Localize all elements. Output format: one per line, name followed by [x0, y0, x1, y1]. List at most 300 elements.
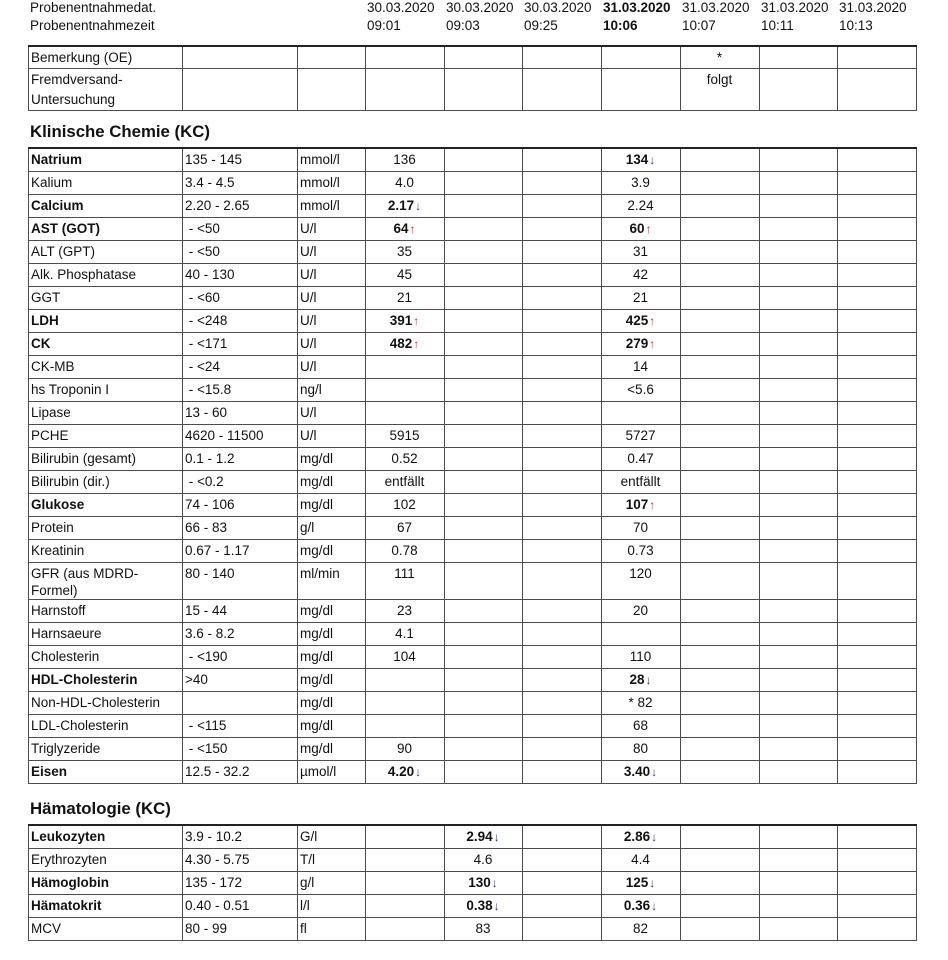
- lab-row: [29, 760, 917, 783]
- result-cell: [602, 848, 681, 871]
- result-cell: [760, 760, 838, 783]
- reference-range: - <24: [183, 355, 298, 378]
- test-name: ALT (GPT): [29, 240, 183, 263]
- test-name: Lipase: [29, 401, 183, 424]
- result-cell: [366, 240, 445, 263]
- test-name: Non-HDL-Cholesterin: [29, 691, 183, 714]
- result-cell: [681, 691, 760, 714]
- result-cell: [760, 309, 838, 332]
- unit: ng/l: [298, 378, 366, 401]
- result-cell: [838, 355, 917, 378]
- result-value: 482: [389, 335, 413, 351]
- result-cell: [838, 848, 917, 871]
- result-cell: [523, 194, 602, 217]
- result-cell: [838, 714, 917, 737]
- test-name: Triglyzeride: [29, 737, 183, 760]
- result-cell: [602, 194, 681, 217]
- remark-label: Fremdversand-Untersuchung: [29, 69, 183, 111]
- reference-range: 80 - 99: [183, 917, 298, 940]
- result-value: 0.38: [466, 897, 493, 913]
- result-value: 279: [625, 335, 649, 351]
- result-cell: [760, 493, 838, 516]
- result-value: 120: [629, 565, 652, 581]
- result-cell: [760, 194, 838, 217]
- result-cell: [838, 871, 917, 894]
- reference-range: - <50: [183, 240, 298, 263]
- table-body: [29, 825, 917, 940]
- result-value: 125: [625, 874, 649, 890]
- result-value: entfällt: [620, 473, 661, 489]
- result-value: 67: [396, 519, 413, 535]
- reference-range: 4.30 - 5.75: [183, 848, 298, 871]
- result-cell: [366, 69, 445, 111]
- result-cell: [760, 447, 838, 470]
- unit: ml/min: [298, 562, 366, 599]
- result-cell: [681, 760, 760, 783]
- result-cell: [681, 69, 760, 111]
- result-cell: [681, 668, 760, 691]
- result-cell: [838, 917, 917, 940]
- reference-range: - <115: [183, 714, 298, 737]
- arrow-down-icon: ↓: [651, 764, 658, 779]
- result-value: 31: [632, 243, 649, 259]
- table-body: [29, 148, 917, 783]
- reference-range: - <0.2: [183, 470, 298, 493]
- sample-date: 30.03.2020: [367, 0, 435, 15]
- result-cell: [602, 424, 681, 447]
- result-cell: [602, 760, 681, 783]
- result-cell: [366, 355, 445, 378]
- reference-range: - <15.8: [183, 378, 298, 401]
- result-cell: [838, 171, 917, 194]
- result-cell: [681, 148, 760, 171]
- result-cell: [681, 263, 760, 286]
- test-name: Eisen: [29, 760, 183, 783]
- result-cell: [523, 668, 602, 691]
- result-cell: [602, 46, 681, 69]
- sample-date: 31.03.2020: [761, 0, 829, 15]
- hematology-section-title: Hämatologie (KC): [30, 799, 171, 818]
- unit: mg/dl: [298, 599, 366, 622]
- arrow-up-icon: ↑: [645, 221, 652, 236]
- result-value: 64: [393, 220, 409, 236]
- result-cell: [838, 46, 917, 69]
- sample-date: 31.03.2020: [682, 0, 750, 15]
- result-cell: [838, 263, 917, 286]
- lab-row: [29, 917, 917, 940]
- result-value: 3.9: [631, 174, 650, 190]
- test-name: Cholesterin: [29, 645, 183, 668]
- result-value: <5.6: [627, 381, 654, 397]
- reference-range: 66 - 83: [183, 516, 298, 539]
- result-cell: [760, 737, 838, 760]
- result-cell: [838, 599, 917, 622]
- result-cell: [838, 148, 917, 171]
- result-cell: [523, 516, 602, 539]
- result-cell: [445, 493, 523, 516]
- result-cell: [366, 645, 445, 668]
- result-value: 80: [632, 740, 649, 756]
- result-cell: [366, 622, 445, 645]
- result-value: 136: [393, 152, 416, 167]
- result-cell: [602, 539, 681, 562]
- test-name: Kreatinin: [29, 539, 183, 562]
- result-cell: [523, 825, 602, 848]
- lab-row: [29, 378, 917, 401]
- lab-row: [29, 447, 917, 470]
- result-cell: [523, 894, 602, 917]
- test-name: PCHE: [29, 424, 183, 447]
- result-cell: [523, 871, 602, 894]
- result-cell: [681, 894, 760, 917]
- result-cell: [445, 599, 523, 622]
- test-name: LDH: [29, 309, 183, 332]
- test-name: Hämatokrit: [29, 894, 183, 917]
- remark-value: folgt: [706, 72, 733, 87]
- result-cell: [445, 562, 523, 599]
- sample-date: 31.03.2020: [603, 0, 671, 15]
- unit: mmol/l: [298, 148, 366, 171]
- result-cell: [523, 217, 602, 240]
- test-name: Natrium: [29, 148, 183, 171]
- result-cell: [445, 378, 523, 401]
- arrow-down-icon: ↓: [651, 830, 658, 844]
- result-cell: [838, 622, 917, 645]
- result-cell: [681, 46, 760, 69]
- result-cell: [602, 217, 681, 240]
- result-cell: [760, 424, 838, 447]
- result-cell: [445, 286, 523, 309]
- result-cell: [838, 645, 917, 668]
- test-name: Bilirubin (dir.): [29, 470, 183, 493]
- result-cell: [838, 217, 917, 240]
- result-cell: [523, 714, 602, 737]
- result-cell: [366, 447, 445, 470]
- result-value: 20: [632, 602, 649, 618]
- result-cell: [760, 645, 838, 668]
- reference-range: - <190: [183, 645, 298, 668]
- lab-row: [29, 516, 917, 539]
- result-cell: [523, 447, 602, 470]
- chemistry-table: [28, 147, 917, 784]
- unit: U/l: [298, 332, 366, 355]
- sample-date: 30.03.2020: [524, 0, 592, 15]
- lab-row: [29, 263, 917, 286]
- result-cell: [366, 378, 445, 401]
- result-cell: [681, 562, 760, 599]
- lab-row: [29, 217, 917, 240]
- result-cell: [366, 714, 445, 737]
- result-cell: [760, 691, 838, 714]
- unit: mg/dl: [298, 714, 366, 737]
- lab-row: [29, 737, 917, 760]
- result-cell: [681, 737, 760, 760]
- result-cell: [602, 69, 681, 111]
- result-cell: [366, 599, 445, 622]
- arrow-down-icon: ↓: [415, 764, 422, 779]
- result-cell: [523, 355, 602, 378]
- result-cell: [445, 401, 523, 424]
- result-cell: [760, 46, 838, 69]
- result-cell: [523, 645, 602, 668]
- unit: mmol/l: [298, 194, 366, 217]
- result-cell: [366, 217, 445, 240]
- result-cell: [366, 332, 445, 355]
- result-cell: [445, 148, 523, 171]
- result-cell: [838, 825, 917, 848]
- sample-time: 10:06: [603, 18, 638, 33]
- result-value: 3.40: [623, 763, 651, 779]
- arrow-up-icon: ↑: [409, 221, 416, 236]
- unit: U/l: [298, 309, 366, 332]
- reference-range: [183, 46, 298, 69]
- result-cell: [523, 171, 602, 194]
- result-cell: [523, 378, 602, 401]
- result-cell: [760, 668, 838, 691]
- result-cell: [760, 516, 838, 539]
- arrow-down-icon: ↓: [645, 672, 652, 687]
- result-cell: [602, 447, 681, 470]
- result-cell: [602, 894, 681, 917]
- result-cell: [681, 194, 760, 217]
- lab-row: [29, 240, 917, 263]
- arrow-down-icon: ↓: [493, 898, 500, 913]
- result-cell: [523, 332, 602, 355]
- result-cell: [523, 263, 602, 286]
- result-cell: [602, 263, 681, 286]
- result-cell: [760, 539, 838, 562]
- unit: l/l: [298, 894, 366, 917]
- result-value: 111: [394, 565, 415, 581]
- result-cell: [602, 917, 681, 940]
- result-cell: [760, 401, 838, 424]
- unit: mmol/l: [298, 171, 366, 194]
- result-cell: [760, 378, 838, 401]
- result-cell: [602, 378, 681, 401]
- result-cell: [523, 424, 602, 447]
- unit: mg/dl: [298, 691, 366, 714]
- lab-row: [29, 894, 917, 917]
- reference-range: 13 - 60: [183, 401, 298, 424]
- result-cell: [681, 240, 760, 263]
- sample-time: 10:13: [839, 18, 873, 33]
- reference-range: 3.9 - 10.2: [183, 825, 298, 848]
- result-cell: [523, 286, 602, 309]
- unit: g/l: [298, 516, 366, 539]
- result-cell: [760, 171, 838, 194]
- result-cell: [602, 470, 681, 493]
- result-value: 68: [632, 717, 649, 733]
- result-value: entfällt: [384, 473, 425, 489]
- result-cell: [523, 848, 602, 871]
- lab-row: [29, 645, 917, 668]
- result-cell: [602, 401, 681, 424]
- lab-row: [29, 848, 917, 871]
- result-cell: [838, 539, 917, 562]
- result-cell: [838, 737, 917, 760]
- result-cell: [366, 737, 445, 760]
- result-cell: [523, 737, 602, 760]
- unit: U/l: [298, 263, 366, 286]
- result-cell: [445, 848, 523, 871]
- sample-time: 09:01: [367, 18, 401, 33]
- result-value: 28: [629, 671, 645, 687]
- result-cell: [445, 46, 523, 69]
- result-cell: [838, 447, 917, 470]
- result-cell: [366, 171, 445, 194]
- result-cell: [366, 46, 445, 69]
- result-cell: [366, 539, 445, 562]
- result-cell: [523, 562, 602, 599]
- result-cell: [523, 309, 602, 332]
- arrow-down-icon: ↓: [651, 898, 658, 913]
- result-cell: [445, 668, 523, 691]
- test-name: Hämoglobin: [29, 871, 183, 894]
- result-cell: [681, 871, 760, 894]
- lab-row: [29, 171, 917, 194]
- result-cell: [523, 622, 602, 645]
- result-cell: [681, 622, 760, 645]
- reference-range: 135 - 145: [183, 148, 298, 171]
- test-name: HDL-Cholesterin: [29, 668, 183, 691]
- result-cell: [838, 424, 917, 447]
- reference-range: 0.67 - 1.17: [183, 539, 298, 562]
- result-cell: [681, 599, 760, 622]
- result-cell: [366, 194, 445, 217]
- result-cell: [681, 645, 760, 668]
- result-cell: [602, 645, 681, 668]
- result-value: 2.17: [387, 197, 415, 213]
- result-cell: [445, 737, 523, 760]
- result-value: 391: [389, 312, 413, 328]
- lab-row: [29, 309, 917, 332]
- result-cell: [445, 424, 523, 447]
- result-value: 104: [393, 648, 416, 664]
- lab-row: [29, 825, 917, 848]
- arrow-up-icon: ↑: [649, 497, 656, 512]
- sample-time: 09:25: [524, 18, 558, 33]
- sample-time: 10:11: [761, 18, 794, 33]
- result-cell: [366, 424, 445, 447]
- remark-value: *: [716, 50, 723, 65]
- arrow-up-icon: ↑: [413, 336, 420, 351]
- result-cell: [445, 263, 523, 286]
- result-cell: [523, 46, 602, 69]
- reference-range: 4620 - 11500: [183, 424, 298, 447]
- result-cell: [681, 493, 760, 516]
- unit: mg/dl: [298, 493, 366, 516]
- result-value: 107: [625, 496, 649, 512]
- result-value: 4.20: [387, 763, 415, 779]
- lab-row: [29, 562, 917, 599]
- result-cell: [523, 599, 602, 622]
- result-cell: [445, 539, 523, 562]
- reference-range: - <60: [183, 286, 298, 309]
- result-cell: [760, 263, 838, 286]
- lab-row: [29, 470, 917, 493]
- lab-row: [29, 424, 917, 447]
- result-cell: [602, 825, 681, 848]
- result-value: 2.94: [466, 829, 493, 844]
- lab-row: [29, 539, 917, 562]
- result-cell: [760, 240, 838, 263]
- result-cell: [681, 917, 760, 940]
- lab-row: [29, 401, 917, 424]
- test-name: Glukose: [29, 493, 183, 516]
- result-cell: [838, 240, 917, 263]
- result-value: 35: [396, 243, 413, 259]
- result-cell: [523, 760, 602, 783]
- result-value: 110: [629, 648, 652, 664]
- result-cell: [838, 194, 917, 217]
- test-name: Kalium: [29, 171, 183, 194]
- result-cell: [760, 332, 838, 355]
- result-value: 60: [629, 220, 645, 236]
- remark-row: [29, 69, 917, 111]
- result-cell: [445, 309, 523, 332]
- test-name: Protein: [29, 516, 183, 539]
- result-cell: [523, 539, 602, 562]
- reference-range: 3.6 - 8.2: [183, 622, 298, 645]
- result-value: 0.47: [627, 450, 654, 466]
- sample-time: 10:07: [682, 18, 716, 33]
- sample-time-label: Probenentnahmezeit: [30, 18, 155, 33]
- result-cell: [602, 332, 681, 355]
- result-cell: [760, 562, 838, 599]
- result-cell: [445, 825, 523, 848]
- result-cell: [838, 309, 917, 332]
- unit: mg/dl: [298, 737, 366, 760]
- result-cell: [445, 622, 523, 645]
- test-name: Calcium: [29, 194, 183, 217]
- remarks-table: [28, 45, 917, 111]
- result-cell: [445, 355, 523, 378]
- result-cell: [445, 447, 523, 470]
- result-cell: [681, 447, 760, 470]
- result-cell: [445, 171, 523, 194]
- unit: G/l: [298, 825, 366, 848]
- result-value: 0.78: [391, 542, 418, 558]
- result-cell: [838, 668, 917, 691]
- test-name: hs Troponin I: [29, 378, 183, 401]
- result-cell: [760, 148, 838, 171]
- result-value: 23: [396, 602, 413, 618]
- result-cell: [681, 516, 760, 539]
- result-cell: [445, 470, 523, 493]
- result-cell: [602, 622, 681, 645]
- result-cell: [366, 263, 445, 286]
- reference-range: 80 - 140: [183, 562, 298, 599]
- result-cell: [760, 470, 838, 493]
- unit: U/l: [298, 355, 366, 378]
- result-cell: [681, 378, 760, 401]
- result-cell: [681, 171, 760, 194]
- unit: U/l: [298, 217, 366, 240]
- test-name: Leukozyten: [29, 825, 183, 848]
- unit: [298, 69, 366, 111]
- result-cell: [366, 401, 445, 424]
- result-cell: [523, 401, 602, 424]
- arrow-down-icon: ↓: [415, 198, 422, 213]
- result-cell: [681, 401, 760, 424]
- result-cell: [445, 194, 523, 217]
- result-cell: [760, 286, 838, 309]
- lab-row: [29, 355, 917, 378]
- arrow-down-icon: ↓: [649, 875, 656, 890]
- result-cell: [366, 691, 445, 714]
- lab-row: [29, 286, 917, 309]
- result-cell: [445, 516, 523, 539]
